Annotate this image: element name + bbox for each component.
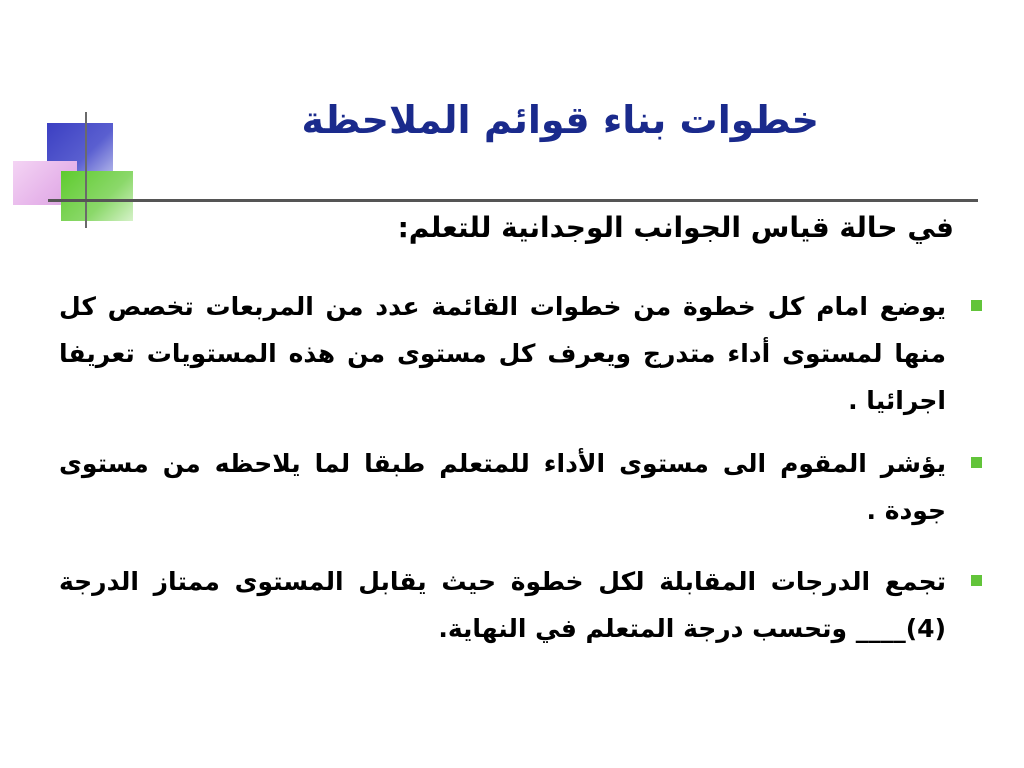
decor-green-square [61,171,133,221]
slide-subtitle: في حالة قياس الجوانب الوجدانية للتعلم: [397,211,954,244]
bullet-item [59,440,984,534]
bullet-square-icon [971,300,982,311]
bullet-item [59,283,984,424]
decorative-squares [0,0,150,240]
bullet-text: يوضع امام كل خطوة من خطوات القائمة عدد من المربعات تخصص كل منها لمستوى أداء متدرج ويعرف كل مستوى من هذه المستويات تعريفا اجرائيا . [59,292,946,415]
slide-title: خطوات بناء قوائم الملاحظة [301,98,819,142]
bullet-list [59,283,984,668]
bullet-square-icon [971,457,982,468]
decor-vertical-line [85,112,87,228]
bullet-text: يؤشر المقوم الى مستوى الأداء للمتعلم طبقا لما يلاحظه من مستوى جودة . [59,449,946,525]
bullet-text: تجمع الدرجات المقابلة لكل خطوة حيث يقابل المستوى ممتاز الدرجة (4)____ وتحسب درجة المتعلم في النهاية. [59,567,946,643]
title-divider-line [48,199,978,202]
bullet-item [59,558,984,652]
bullet-square-icon [971,575,982,586]
